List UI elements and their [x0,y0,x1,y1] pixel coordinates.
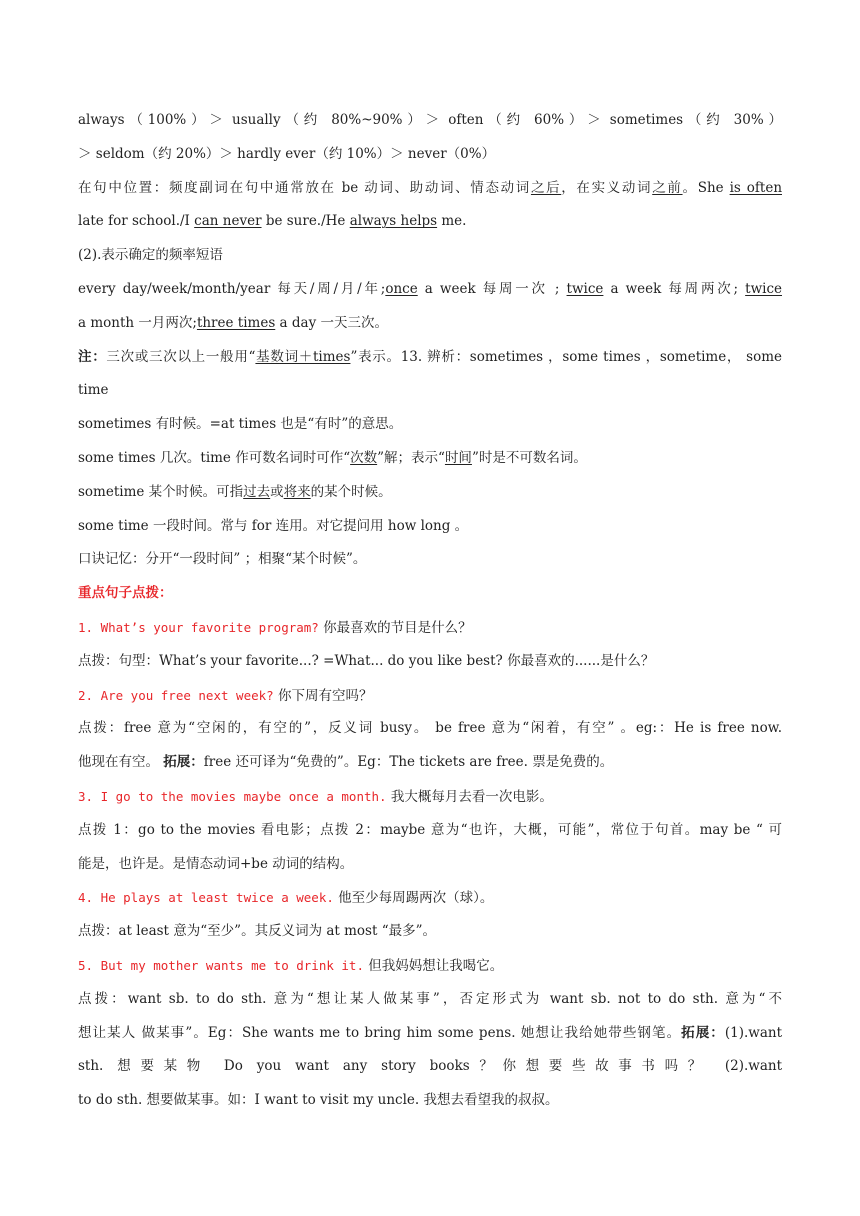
text: 点拨：want sb. to do sth. 意为“想让某人做某事”，否定形式为 want sb. not to do sth. 意为“不 [78,990,782,1007]
sentence-5-note-line-3 [78,1050,782,1084]
underlined-term: is often [729,179,782,196]
sentence-5-note-line-1 [78,983,782,1017]
underlined-term: twice [745,280,782,297]
text: every day/week/month/year 每天/周/月/年; [78,280,386,297]
text: 能是，也许是。是情态动词+be 动词的结构。 [78,855,354,872]
extension-label: 拓展： [163,754,204,771]
text: a day 一天三次。 [275,314,388,331]
text: 点拨 1：go to the movies 看电影；点拨 2：maybe 意为“也许，大概，可能”，常位于句首。may be “ 可 [78,821,782,838]
english-sentence: 3. I go to the movies maybe once a month. [78,788,387,804]
sentence-4 [78,881,782,915]
underlined-term: 时间 [444,449,472,466]
underlined-term: 过去 [243,483,271,500]
definition-some-time [78,510,782,544]
note-label: 注： [78,348,107,365]
text: 点拨：句型：What’s your favorite...? =What... do you like best? 你最喜欢的......是什么？ [78,652,655,669]
section-heading-key-sentences [78,577,782,611]
underlined-term: 之前 [652,179,683,196]
text: 的某个时候。 [310,483,392,500]
translation: 他至少每周踢两次（球）。 [333,890,494,907]
text: (1).want [724,1024,782,1041]
underlined-term: 基数词＋times [255,348,351,365]
text: 他现在有空。 [78,754,164,771]
text: 点拨：free 意为“空闲的，有空的”，反义词 busy。 be free 意为“闲着，有空” 。eg:：He is free now. [78,720,782,737]
underlined-term: can never [194,213,262,230]
text: me. [437,213,467,230]
text: sometime 某个时候。可指 [78,483,244,500]
extension-label: 拓展： [681,1024,725,1041]
text: 口诀记忆：分开“一段时间” ；相聚“某个时候”。 [78,551,367,568]
frequency-phrases-line-1 [78,273,782,307]
translation: 但我妈妈想让我喝它。 [363,957,504,974]
sentence-5-note-line-2 [78,1017,782,1051]
text: ”表示。13. 辨析：sometimes ，some times ，sometime， some [350,348,782,365]
text: ”时是不可数名词。 [471,449,587,466]
english-sentence: 2. Are you free next week? [78,687,274,703]
text: a week 每周两次; [603,280,746,297]
text: time [78,382,109,399]
frequency-scale-line-1 [78,104,782,138]
text: sth. 想要某物 Do you want any story books？你想要些故事书吗？ (2).want [78,1058,782,1075]
text: to do sth. 想要做某事。如：I want to visit my uncle. 我想去看望我的叔叔。 [78,1092,559,1109]
frequency-phrases-line-2 [78,307,782,341]
frequency-scale-line-2 [78,138,782,172]
text: 想让某人 做某事”。Eg：She wants me to bring him some pens. 她想让我给她带些钢笔。 [78,1024,682,1041]
text: 。She [682,179,730,196]
underlined-term: 将来 [283,483,311,500]
text: a week 每周一次 ; [417,280,567,297]
position-rule-line-1 [78,172,782,206]
underlined-term: 次数 [350,449,378,466]
translation: 你下周有空吗？ [273,687,373,704]
text: free 还可译为“免费的”。Eg：The tickets are free. 票是免费的。 [203,754,614,771]
sentence-2-note-line-2 [78,746,782,780]
sentence-4-note [78,915,782,949]
mnemonic [78,543,782,577]
text: (2).表示确定的频率短语 [78,247,223,264]
text: some time 一段时间。常与 for 连用。对它提问用 how long 。 [78,517,469,534]
text: always（100%）＞ usually（约 80%~90%）＞ often（约 60%）＞ sometimes（约 30%） [78,112,782,128]
sentence-1-note [78,645,782,679]
sentence-2 [78,679,782,713]
text: ”解；表示“ [377,449,445,466]
definition-some-times [78,442,782,476]
sentence-3 [78,780,782,814]
text: 三次或三次以上一般用“ [106,348,256,365]
text: sometimes 有时候。=at times 也是“有时”的意思。 [78,416,403,433]
text: some times 几次。time 作可数名词时可作“ [78,449,351,466]
text: a month 一月两次; [78,314,197,331]
text: late for school./I [78,213,195,230]
position-rule-line-2 [78,205,782,239]
sentence-1 [78,611,782,645]
text: be sure./He [261,213,350,230]
note-line-2 [78,374,782,408]
english-sentence: 5. But my mother wants me to drink it. [78,957,364,973]
underlined-term: always helps [349,213,438,230]
sentence-2-note-line-1 [78,712,782,746]
definition-sometime [78,476,782,510]
text: 在句中位置：频度副词在句中通常放在 be 动词、助动词、情态动词 [78,179,531,196]
sentence-5-note-line-4 [78,1084,782,1118]
text: ，在实义动词 [561,179,653,196]
definition-sometimes [78,408,782,442]
section-heading-frequency-phrases [78,239,782,273]
translation: 你最喜欢的节目是什么？ [318,619,472,636]
english-sentence: 1. What’s your favorite program? [78,619,319,635]
underlined-term: twice [566,280,604,297]
sentence-3-note-line-2 [78,848,782,882]
sentence-5 [78,949,782,983]
text: 或 [270,483,284,500]
english-sentence: 4. He plays at least twice a week. [78,890,334,906]
text: 点拨：at least 意为“至少”。其反义词为 at most “最多”。 [78,923,436,940]
note-line-1 [78,341,782,375]
text: ＞ seldom（约 20%）＞ hardly ever（约 10%）＞ never（0%） [78,145,496,162]
heading-text: 重点句子点拨： [78,585,173,602]
underlined-term: once [385,280,418,297]
translation: 我大概每月去看一次电影。 [386,788,553,805]
sentence-3-note-line-1 [78,814,782,848]
underlined-term: three times [196,314,276,331]
underlined-term: 之后 [530,179,562,196]
